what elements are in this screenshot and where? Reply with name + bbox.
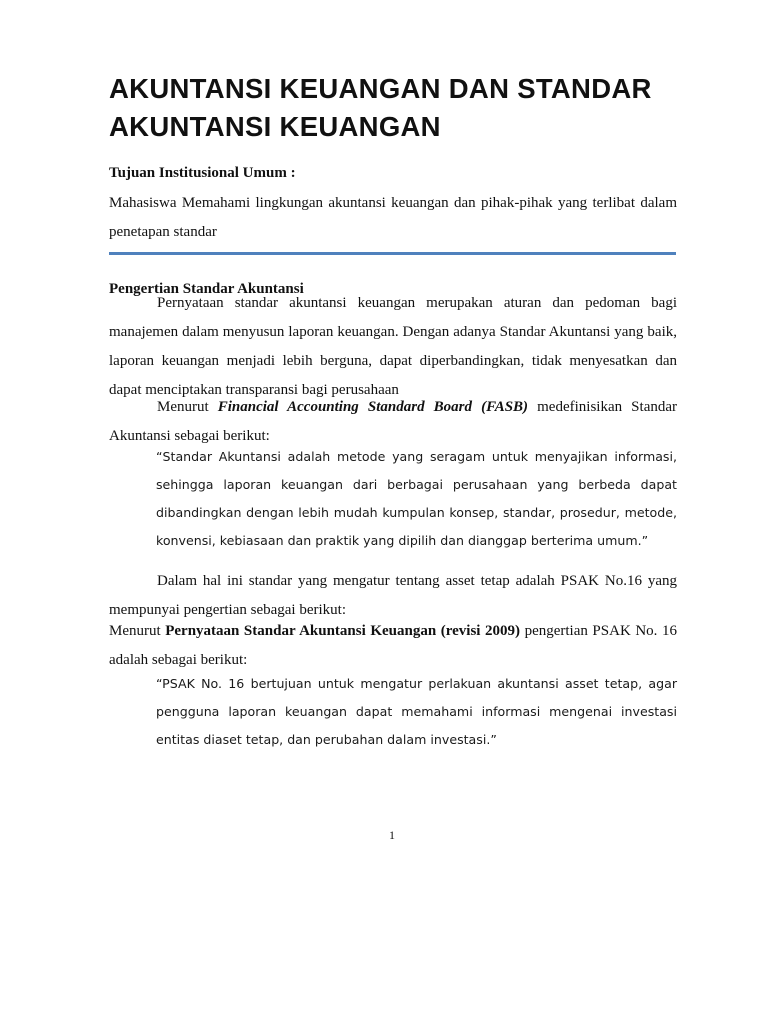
quote-psak: “PSAK No. 16 bertujuan untuk mengatur perlakuan akuntansi asset tetap, agar pengguna laporan keuangan dapat memahami informasi mengenai investasi entitas diaset tetap, dan perubahan dalam investasi.” [156,676,677,747]
page-number: 1 [389,828,395,842]
psak-name: Pernyataan Standar Akuntansi Keuangan (revisi 2009) [165,623,521,639]
section-heading: Pengertian Standar Akuntansi [109,281,304,297]
fasb-name: Financial Accounting Standard Board (FASB) [217,399,529,415]
psak-intro-text: Menurut [109,623,166,639]
paragraph-definition-text: Pernyataan standar akuntansi keuangan merupakan aturan dan pedoman bagi manajemen dalam menyusun laporan keuangan. Dengan adanya Standar Akuntansi yang baik, laporan keuangan menjadi lebih berguna, dapat diperbandingkan, tidak menyesatkan dan dapat menciptakan transparansi bagi perusahaan [109,295,677,398]
paragraph-psak-revisi [109,617,677,675]
quote-fasb: “Standar Akuntansi adalah metode yang seragam untuk menyajikan informasi, sehingga laporan keuangan dari berbagai perusahaan yang berbeda dapat dibandingkan dengan lebih mudah kumpulan konsep, standar, prosedur, metode, konvensi, kebiasaan dan praktik yang dipilih dan dianggap berterima umum.” [156,449,677,548]
fasb-outro-text: medefinisikan Standar Akuntansi sebagai berikut: [109,399,677,444]
fasb-intro-text: Menurut [157,399,218,415]
tiu-heading: Tujuan Institusional Umum : [109,165,296,181]
tiu-text: Mahasiswa Memahami lingkungan akuntansi keuangan dan pihak-pihak yang terlibat dalam penetapan standar [109,195,677,240]
page-title [109,70,669,146]
title-line-1: AKUNTANSI KEUANGAN DAN STANDAR [109,73,652,104]
paragraph-definition [109,289,677,405]
psak-outro-text: pengertian PSAK No. 16 adalah sebagai berikut: [109,623,677,668]
section-divider [109,252,676,255]
paragraph-psak-text: Dalam hal ini standar yang mengatur tentang asset tetap adalah PSAK No.16 yang mempunyai pengertian sebagai berikut: [109,573,677,618]
title-line-2: AKUNTANSI KEUANGAN [109,111,441,142]
